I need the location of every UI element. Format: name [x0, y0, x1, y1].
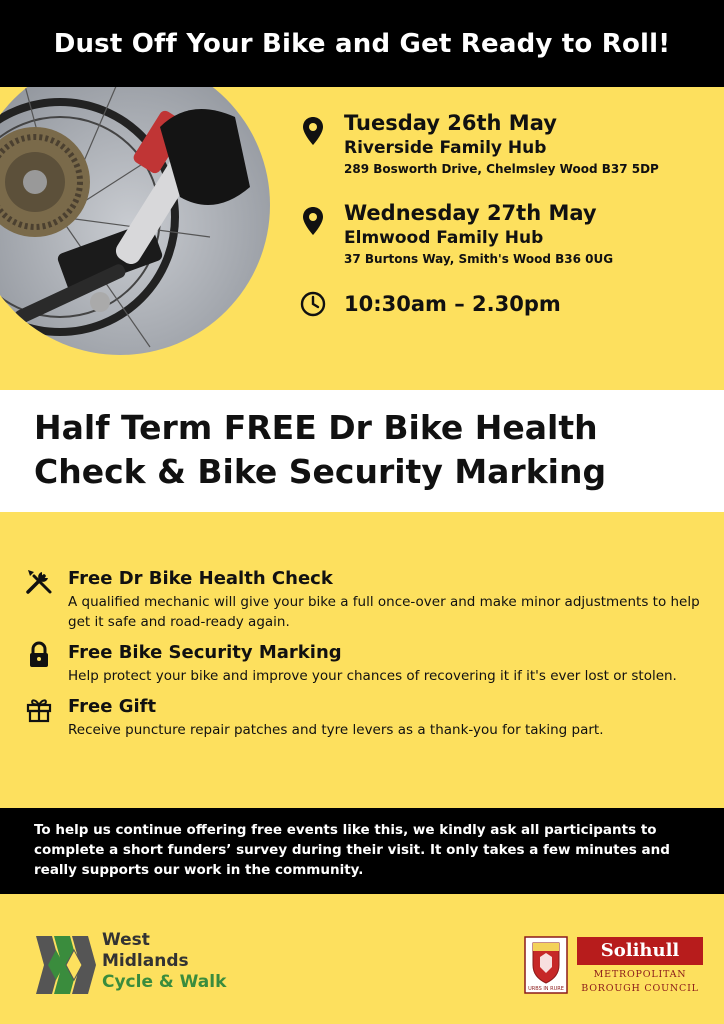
feature-item: [20, 694, 710, 740]
padlock-icon: [24, 640, 54, 670]
feature-description: A qualified mechanic will give your bike a full once-over and make minor adjustments to help get it safe and road-ready again.: [68, 594, 700, 630]
west-midlands-wordmark: [102, 930, 226, 993]
event-venue: Riverside Family Hub: [344, 138, 547, 158]
wm-line-3: Cycle & Walk: [102, 972, 227, 992]
event-list: [298, 110, 718, 318]
feature-title: Free Gift: [68, 696, 157, 717]
gift-icon: [24, 694, 54, 724]
feature-description: Help protect your bike and improve your chances of recovering it if it's ever lost or stolen.: [68, 668, 677, 684]
clock-icon: [300, 291, 326, 317]
solihull-council-logo: [523, 935, 703, 1001]
event-address: 289 Bosworth Drive, Chelmsley Wood B37 5DP: [344, 162, 659, 176]
feature-title: Free Bike Security Marking: [68, 642, 342, 663]
event-item: [298, 110, 718, 178]
feature-description: Receive puncture repair patches and tyre levers as a thank-you for taking part.: [68, 722, 604, 738]
location-pin-icon: [302, 116, 324, 146]
feature-item: [20, 640, 710, 686]
feature-list: [20, 566, 710, 748]
event-time: [298, 290, 718, 318]
time-range: 10:30am – 2.30pm: [344, 292, 561, 316]
headline-text: Half Term FREE Dr Bike Health Check & Bike Security Marking: [34, 408, 607, 491]
feature-title: Free Dr Bike Health Check: [68, 568, 333, 589]
location-pin-icon: [302, 206, 324, 236]
wm-line-1: West: [102, 930, 150, 950]
solihull-name: Solihull: [577, 937, 703, 965]
bike-repair-photo: [0, 87, 270, 389]
solihull-subtitle-2: BOROUGH COUNCIL: [581, 983, 699, 994]
event-date: Tuesday 26th May: [344, 111, 557, 135]
feature-item: [20, 566, 710, 632]
survey-notice-text: To help us continue offering free events like this, we kindly ask all participants to complete a short funders’ survey during their visit. It only takes a few minutes and really supports our work in the community.: [34, 822, 670, 878]
page-title: Dust Off Your Bike and Get Ready to Roll!: [53, 28, 671, 59]
event-address: 37 Burtons Way, Smith's Wood B36 0UG: [344, 252, 614, 266]
event-venue: Elmwood Family Hub: [344, 228, 544, 248]
crest-motto: URBS IN RURE: [528, 986, 564, 992]
event-date: Wednesday 27th May: [344, 201, 597, 225]
tools-icon: [24, 566, 54, 596]
council-crest-icon: [523, 935, 569, 995]
header-bar: [0, 0, 724, 87]
wm-line-2: Midlands: [102, 951, 189, 971]
headline-banner: [0, 390, 724, 512]
event-item: [298, 200, 718, 268]
survey-notice: [0, 808, 724, 894]
solihull-subtitle-1: METROPOLITAN: [593, 969, 687, 980]
